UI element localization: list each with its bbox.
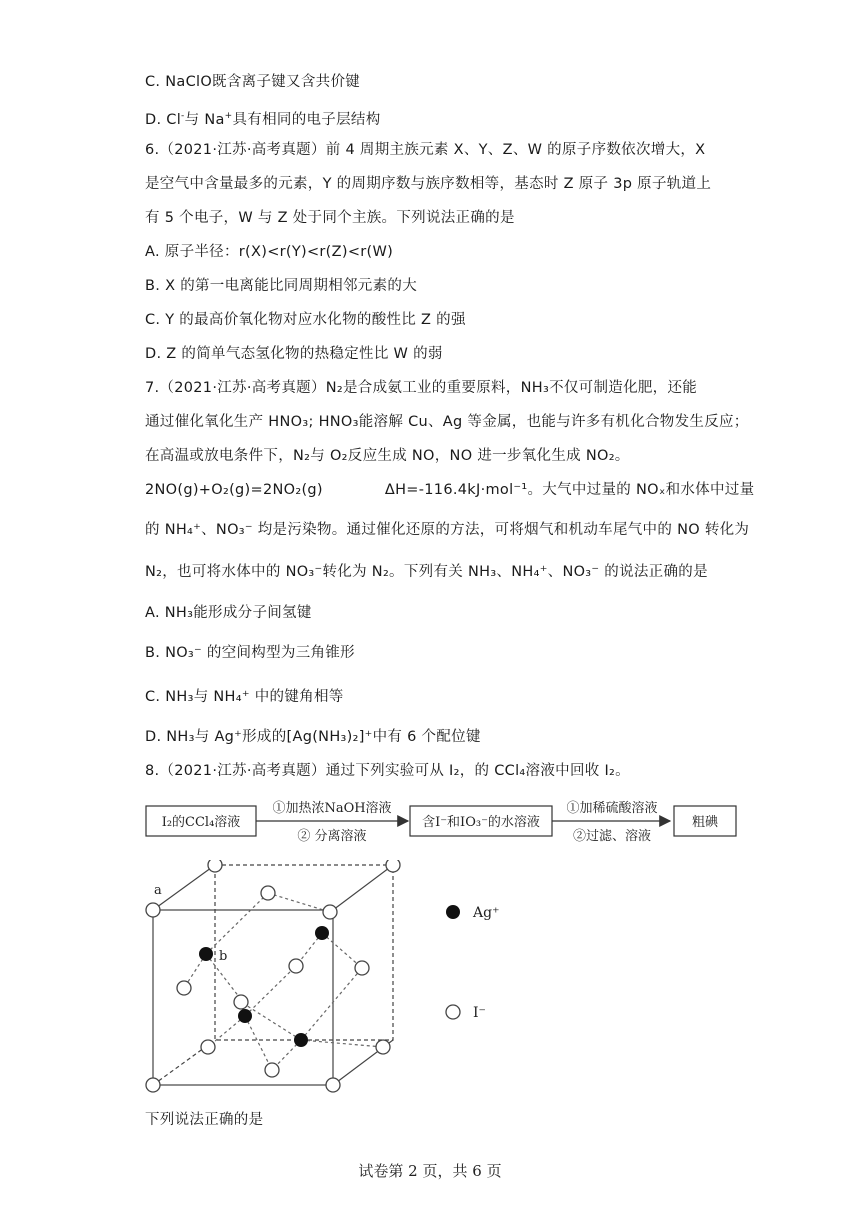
iodide-atom xyxy=(323,905,337,919)
q7-stem-line5: 的 NH₄⁺、NO₃⁻ 均是污染物。通过催化还原的方法，可将烟气和机动车尾气中的 NO 转化为 xyxy=(145,522,750,538)
q7-stem-line1: 7.（2021·江苏·高考真题）N₂是合成氨工业的重要原料，NH₃不仅可制造化肥，还能 xyxy=(145,380,698,396)
q8-stem-line1: 8.（2021·江苏·高考真题）通过下列实验可从 I₂，的 CCl₄溶液中回收 I₂。 xyxy=(145,763,630,779)
q7-option-b: B. NO₃⁻ 的空间构型为三角锥形 xyxy=(145,645,355,661)
legend-filled-circle xyxy=(446,905,460,919)
iodide-atom xyxy=(146,903,160,917)
flow-step1-top: ①加热浓NaOH溶液 xyxy=(272,801,392,816)
q7-equation-formula: 2NO(g)+O₂(g)=2NO₂(g) xyxy=(145,482,323,498)
q5d-sup1: - xyxy=(181,111,185,121)
crystal-cell-diagram xyxy=(140,860,520,1100)
q6-option-a: A. 原子半径：r(X)<r(Y)<r(Z)<r(W) xyxy=(145,244,394,260)
flow-box-3-label: 粗碘 xyxy=(691,815,719,830)
iodide-atom xyxy=(355,961,369,975)
silver-atom xyxy=(238,1009,252,1023)
q6-option-c: C. Y 的最高价氧化物对应水化物的酸性比 Z 的强 xyxy=(145,312,466,328)
label-b: b xyxy=(219,949,228,964)
iodide-atom xyxy=(376,1040,390,1054)
silver-atom xyxy=(294,1033,308,1047)
silver-atom xyxy=(315,926,329,940)
iodide-atom xyxy=(265,1063,279,1077)
q7-option-d: D. NH₃与 Ag⁺形成的[Ag(NH₃)₂]⁺中有 6 个配位键 xyxy=(145,729,481,745)
q5d-sup2: + xyxy=(224,111,233,121)
silver-atom xyxy=(199,947,213,961)
legend-filled-label: Ag⁺ xyxy=(473,905,500,921)
q7-equation xyxy=(145,480,754,500)
q7-equation-enthalpy: ΔH=-116.4kJ·mol⁻¹。大气中过量的 NOₓ和水体中过量 xyxy=(384,482,755,498)
q6-stem-line2: 是空气中含量最多的元素，Y 的周期序数与族序数相等，基态时 Z 原子 3p 原子轨道上 xyxy=(145,176,712,192)
iodide-atom xyxy=(289,959,303,973)
q5d-mid: 与 Na xyxy=(184,111,225,128)
label-a: a xyxy=(154,883,162,898)
legend-open-circle xyxy=(446,1005,460,1019)
iodide-atom xyxy=(146,1078,160,1092)
q6-stem-line3: 有 5 个电子，W 与 Z 处于同个主族。下列说法正确的是 xyxy=(145,210,515,226)
page-footer: 试卷第 2 页，共 6 页 xyxy=(358,1162,502,1180)
q5-option-c: C. NaClO既含离子键又含共价键 xyxy=(145,74,361,90)
q6-stem-line1: 6.（2021·江苏·高考真题）前 4 周期主族元素 X、Y、Z、W 的原子序数依次增大，X xyxy=(145,142,706,158)
q8-stem-tail: 下列说法正确的是 xyxy=(145,1112,264,1128)
q5d-pre: D. Cl xyxy=(145,111,182,128)
iodide-atom xyxy=(234,995,248,1009)
q7-stem-line3: 在高温或放电条件下，N₂与 O₂反应生成 NO，NO 进一步氧化生成 NO₂。 xyxy=(145,448,630,464)
legend-open-label: I⁻ xyxy=(473,1005,486,1021)
iodide-atom xyxy=(177,981,191,995)
flow-step2-bottom: ②过滤、溶液 xyxy=(572,829,652,844)
iodide-atom xyxy=(208,860,222,872)
iodide-atom xyxy=(326,1078,340,1092)
flow-diagram xyxy=(140,790,760,860)
flow-box-2-label: 含I⁻和IO₃⁻的水溶液 xyxy=(422,815,540,830)
q7-stem-line6: N₂，也可将水体中的 NO₃⁻转化为 N₂。下列有关 NH₃、NH₄⁺、NO₃⁻ 的说法正确的是 xyxy=(145,564,708,580)
q6-option-b: B. X 的第一电离能比同周期相邻元素的大 xyxy=(145,278,418,294)
q7-option-c: C. NH₃与 NH₄⁺ 中的键角相等 xyxy=(145,689,344,705)
q5-option-d xyxy=(145,106,381,130)
q7-option-a: A. NH₃能形成分子间氢键 xyxy=(145,605,312,621)
q6-option-d: D. Z 的简单气态氢化物的热稳定性比 W 的弱 xyxy=(145,346,443,362)
flow-box-1-label: I₂的CCl₄溶液 xyxy=(161,815,241,830)
iodide-atom xyxy=(386,860,400,872)
iodide-atom xyxy=(261,886,275,900)
q7-stem-line2: 通过催化氧化生产 HNO₃; HNO₃能溶解 Cu、Ag 等金属，也能与许多有机化合物发生反应； xyxy=(145,414,749,430)
flow-step2-top: ①加稀硫酸溶液 xyxy=(566,801,658,816)
q5d-post: 具有相同的电子层结构 xyxy=(232,111,381,128)
iodide-atom xyxy=(201,1040,215,1054)
flow-step1-bottom: ② 分离溶液 xyxy=(297,829,367,844)
